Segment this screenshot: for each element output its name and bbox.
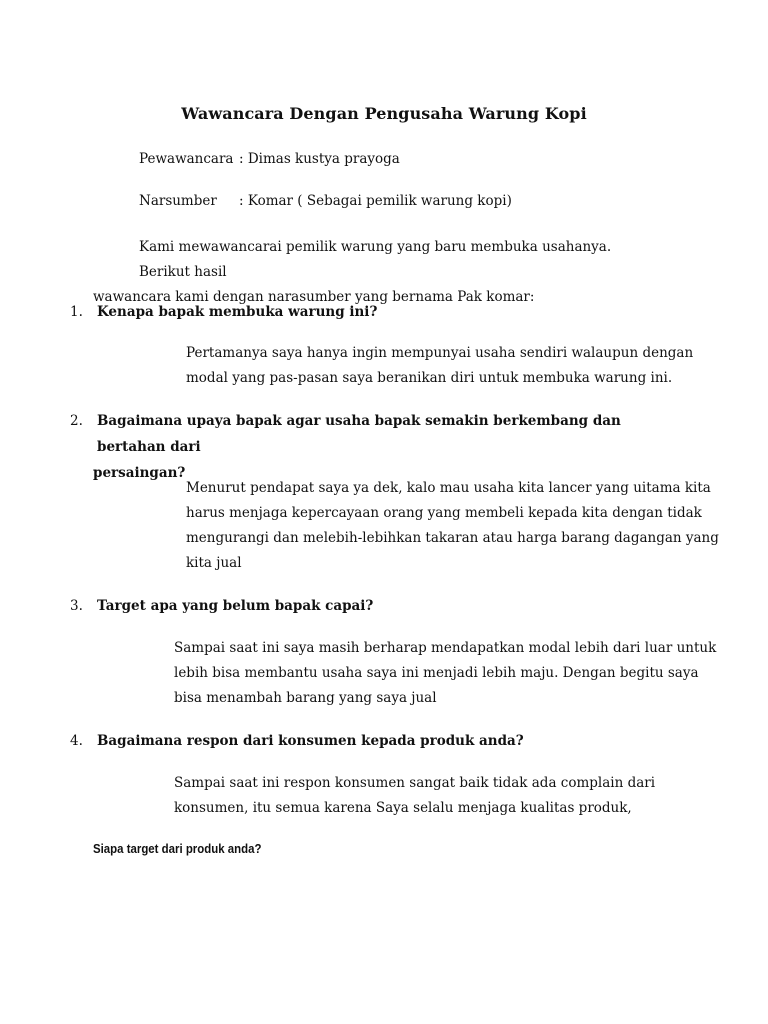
question-1 xyxy=(70,299,670,325)
question-4 xyxy=(70,728,670,754)
question-number: 1. xyxy=(70,304,83,320)
answer-line: Sampai saat ini respon konsumen sangat baik tidak ada complain dari xyxy=(174,775,656,791)
answer-4 xyxy=(174,771,655,821)
source-row xyxy=(139,193,512,209)
answer-line: kita jual xyxy=(186,555,242,571)
question-text: Bagaimana respon dari konsumen kepada produk anda? xyxy=(97,733,524,749)
answer-2 xyxy=(186,476,719,576)
document-title: Wawancara Dengan Pengusaha Warung Kopi xyxy=(181,104,587,123)
question-text: Target apa yang belum bapak capai? xyxy=(97,598,374,614)
answer-line: Sampai saat ini saya masih berharap mendapatkan modal lebih dari luar untuk xyxy=(174,640,717,656)
interviewer-value: : Dimas kustya prayoga xyxy=(239,151,400,167)
answer-line: Pertamanya saya hanya ingin mempunyai usaha sendiri walaupun dengan xyxy=(186,345,694,361)
question-text: persaingan? xyxy=(93,465,186,481)
answer-line: lebih bisa membantu usaha saya ini menjadi lebih maju. Dengan begitu saya xyxy=(174,665,699,681)
interviewer-row xyxy=(139,151,400,167)
source-label: Narsumber xyxy=(139,193,217,209)
answer-line: mengurangi dan melebih-lebihkan takaran atau harga barang dagangan yang xyxy=(186,530,719,546)
answer-line: harus menjaga kepercayaan orang yang membeli kepada kita dengan tidak xyxy=(186,505,702,521)
intro-line: Kami mewawancarai pemilik warung yang baru membuka usahanya. Berikut hasil xyxy=(139,239,612,280)
answer-1 xyxy=(186,341,693,391)
question-number: 3. xyxy=(70,598,83,614)
last-question: Siapa target dari produk anda? xyxy=(93,841,262,856)
answer-line: modal yang pas-pasan saya beranikan diri untuk membuka warung ini. xyxy=(186,370,673,386)
question-text: Bagaimana upaya bapak agar usaha bapak semakin berkembang dan bertahan dari xyxy=(97,413,621,455)
question-3 xyxy=(70,593,670,619)
question-number: 4. xyxy=(70,733,83,749)
answer-3 xyxy=(174,636,716,711)
question-number: 2. xyxy=(70,413,83,429)
interviewer-label: Pewawancara xyxy=(139,151,234,167)
answer-line: konsumen, itu semua karena Saya selalu menjaga kualitas produk, xyxy=(174,800,632,816)
source-value: : Komar ( Sebagai pemilik warung kopi) xyxy=(239,193,512,209)
question-text: Kenapa bapak membuka warung ini? xyxy=(97,304,378,320)
intro-line: wawancara kami dengan narasumber yang bernama Pak komar: xyxy=(93,289,535,305)
answer-line: Menurut pendapat saya ya dek, kalo mau usaha kita lancer yang uitama kita xyxy=(186,480,711,496)
answer-line: bisa menambah barang yang saya jual xyxy=(174,690,437,706)
question-2 xyxy=(70,408,670,486)
